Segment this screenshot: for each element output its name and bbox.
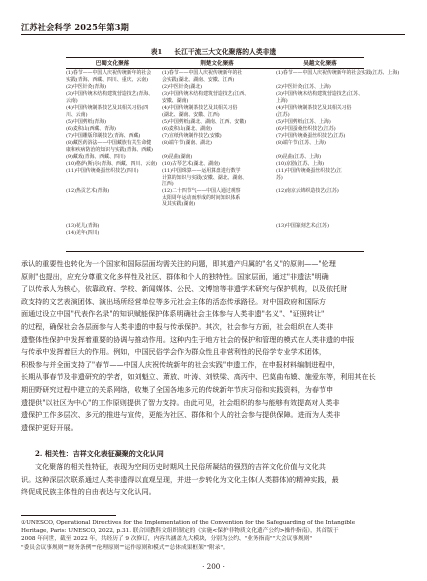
table-cell-line: (湖北、湖南、安徽、江西) (162, 111, 220, 118)
text-line: 与传承中发挥着巨大的作用。例如，中国民俗学会作为群众性且非营利性的民俗学专业学术团体， (21, 347, 327, 357)
table-title-text: 长江干流三大文化聚落的人类非遗 (174, 48, 277, 56)
table-header-rule (66, 68, 364, 69)
table-cell (276, 188, 364, 195)
table-cell-line: (8)藏医药浴法——中国藏族有关生命健 (66, 140, 152, 146)
table-cell (162, 105, 274, 118)
text-line: 遗整体性保护中发挥着重要的协调与推动作用。这种内生于地方社会的保护和管理的模式在人类非遗的申报 (21, 334, 355, 344)
table-cell-line: (12)热贡艺术(青海) (66, 188, 110, 194)
table-cell-line: (5)中国剪纸(江苏、上海) (276, 119, 331, 125)
header-rule (21, 34, 405, 35)
table-cell (276, 70, 400, 77)
text-line: 了以传承人为核心，依靠政府、学校、新闻媒体、公民、文博馆等非遗学术研究与保护机构，以及依托财 (21, 284, 348, 294)
table-cell-line: 实践(青海、西藏、四川、重庆、云南) (66, 76, 149, 83)
text-line: 积极参与并全面支持了"春节——中国人庆祝传统新年的社会实践"申遗工作，在申报材料编制进程中， (21, 359, 340, 369)
table-cell-line: 川、云南) (66, 111, 88, 118)
table-cell (162, 84, 274, 91)
table-cell-line: (4)中国传统制茶技艺及其相关习俗(四 (66, 105, 149, 111)
table-cell-line: (7)中国传统桑蚕丝织技艺(江苏) (276, 133, 346, 139)
table-cell-line: (江苏) (276, 111, 290, 118)
table-cell-line: (7)宣纸传统制作技艺(安徽) (162, 133, 222, 139)
table-cell-line: (10)古琴艺术(湖北、湖南) (162, 161, 220, 167)
text-line: "委员会议事规则""财务条例""伦理原则""运作原则和模式""总体成果框架""附录"。 (21, 544, 229, 551)
text-line: 承认的重要性也转化为一个国家和国际层面均需关注的问题，即其遗产归属的"名义"的原则——"伦理 (21, 259, 336, 268)
table-number: 表1 (150, 48, 163, 56)
table-cell-line: (2)中医针灸(湖北) (162, 84, 203, 90)
table-cell-line: (3)中国传统木结构建筑营造技艺(江西、 (162, 91, 250, 97)
table-cell-line: (1)春节——中国人庆祝传统新年的社会实践(江苏、上海) (276, 70, 400, 76)
table-cell-line: (1)春节——中国人庆祝传统新年的社会 (66, 70, 152, 76)
table-cell-line: (11)中国传统桑蚕丝织技艺(四川) (66, 168, 139, 174)
table-cell-line: (2)中医针灸(青海) (66, 84, 107, 90)
table-cell (276, 119, 364, 126)
text-line: 的过程，确保社会各层面参与人类非遗的申报与传承保护。其次，社会参与方面，社会组织在人类非 (21, 321, 334, 331)
table-cell-line: (3)中国传统木结构建筑营造技艺(青海、 (66, 91, 154, 97)
table-cell-line: (11)中国传统桑蚕丝织技艺(江 (276, 168, 342, 174)
section-heading: 2. 相关性：吉祥文化表征凝聚的文化认同 (35, 449, 164, 458)
table-cell (276, 133, 364, 140)
table-cell-line: (4)中国传统制茶技艺及其相关习俗 (162, 105, 238, 111)
text-line: 政支持的文艺表演团体、演出场所经营单位等多元社会主体的活态传承路径。对中国政府和国际方 (21, 296, 327, 306)
text-line: 遗保护更好开展。 (21, 422, 78, 432)
table-cell-line: 太阳周年运动而形成的时间知识体系 (162, 194, 241, 201)
text-line: ①UNESCO, Operational Directives for the Implementation of the Convention for the Safeguarding of the Intangible (21, 520, 356, 526)
table-cell (276, 140, 364, 147)
table-cell-line: (3)中国传统木结构建筑营造技艺(江苏、 (276, 91, 364, 97)
text-line: 期田野研究过程中建立的关系网络，收集了全国各地多元的传统新年节庆习俗和实践资料，为春节申 (21, 384, 334, 394)
table-cell (162, 133, 274, 140)
table-cell (66, 140, 160, 153)
table-cell-line: 及其实践(湖南) (162, 201, 196, 208)
table-cell (162, 119, 274, 126)
table-cell-line: 云南) (66, 97, 78, 104)
table-cell-line: (8)端午节(湖南、湖北) (162, 140, 212, 146)
table-cell-line: (10)京剧(江苏、上海) (276, 161, 325, 167)
table-cell-line: (14)羌年(四川) (66, 230, 100, 236)
table-cell (162, 154, 274, 161)
body-paragraph-1 (21, 258, 407, 434)
table-cell (66, 223, 160, 230)
text-line: 终促成民族主体性的自由表达与文化认同。 (21, 487, 156, 497)
table-cell (66, 161, 160, 168)
table-cell-line: (8)端午节(江苏、上海) (276, 140, 326, 146)
table-cell-line: (7)中国雕版印刷技艺(青海、西藏) (66, 133, 141, 139)
table-cell-line: (13)花儿(青海) (66, 223, 100, 229)
table-cell-line: (10)格萨(斯)尔(青海、西藏、四川、云南) (66, 161, 158, 167)
table-cell (66, 168, 160, 175)
text-line: 原则"也提出，应充分尊重文化多样性及社区、群体和个人的独特性。国家层面，通过"非遗法"明确 (21, 271, 329, 281)
table-title (0, 46, 427, 56)
table-cell-line: 苏) (276, 174, 283, 181)
page-number: · 200 · (202, 562, 225, 571)
table-cell (66, 84, 160, 91)
table-cell (162, 140, 274, 147)
table-cell (162, 188, 274, 208)
table-cell-line: (5)中国剪纸(湖北、湖南、江西、安徽) (162, 119, 247, 125)
journal-header: 江苏社会科学 2025年第3期 (21, 22, 130, 32)
table-cell (276, 161, 364, 168)
table-cell-line: (11)中国珠算——运用算盘进行数学 (162, 168, 241, 174)
table-cell (162, 126, 274, 133)
text-line: 遗提供"以社区为中心"的工作原则提供了智力支持。由此可见，社会组织的参与能够有效提高对人类非 (21, 397, 340, 407)
table-cell-line: 安徽、湖南) (162, 97, 189, 104)
text-line: 遗保护工作多层次、多元的推进与宣传，更能为社区、群体和个人的社会参与提供保障。进而为人类非 (21, 410, 341, 420)
table-cell (66, 230, 160, 237)
body-paragraph-2 (21, 461, 407, 499)
table-cell-line: (12)南京云锦织造技艺(江苏) (276, 188, 339, 194)
text-line: 文化聚落的相关性特征，表现为空间历史时期风土民俗所凝结的强烈的吉祥文化价值与文化共 (35, 462, 326, 471)
table-cell (66, 133, 160, 140)
column-header-wuyue: 吴越文化聚落 (303, 61, 337, 67)
table-cell (66, 126, 160, 133)
table-cell-line: (9)昆曲(江苏、上海) (276, 154, 321, 160)
table-cell (66, 154, 160, 161)
table-cell (276, 84, 364, 91)
table-cell-line: (6)麦积山(湖北、湖南) (162, 126, 212, 132)
table-cell (276, 154, 364, 161)
heritage-table (66, 57, 400, 252)
table-cell (66, 119, 160, 126)
table-cell (66, 91, 160, 104)
table-cell-line: 江西) (162, 181, 174, 188)
text-line: Heritage, Paris: UNESCO, 2022, p.31. 联合国教科文组织制定的《实施<保护非物质文化遗产公约>操作指南》，其首版于 (21, 528, 339, 535)
table-cell-line: (2)中医针灸(江苏、上海) (276, 84, 331, 90)
table-cell-line: 计算的知识与实践(安徽、湖北、湖南、 (162, 174, 248, 181)
table-cell (66, 188, 160, 195)
table-cell (276, 105, 364, 118)
column-header-bashu: 巴蜀文化聚落 (95, 61, 130, 67)
table-cell-line: (5)中国剪纸(青海) (66, 119, 107, 125)
footnote-rule (21, 515, 116, 516)
table-cell (162, 91, 274, 104)
table-cell-line: (13)中国篆刻艺术(江苏) (276, 223, 329, 229)
table-cell-line: 会实践(湖北、湖南、安徽、江西) (162, 76, 235, 83)
footnote (21, 519, 407, 552)
table-top-rule (66, 57, 364, 58)
table-cell-line: (4)中国传统制茶技艺及其相关习俗 (276, 105, 352, 111)
text-line: 面通过设立中国"代表作名录"的知识赋能保护体系明确社会主体参与人类非遗"名义"、"证照转让" (21, 309, 325, 319)
table-cell-line: 上海) (276, 97, 288, 104)
table-cell-line: (12)二十四节气——中国人通过观察 (162, 188, 241, 194)
table-cell (276, 223, 364, 230)
table-cell-line: 康和疾病防治的知识与实践(青海、西藏) (66, 146, 153, 153)
table-cell (66, 70, 160, 83)
table-cell-line: (1)春节——中国人庆祝传统新年的社 (162, 70, 243, 76)
table-cell (276, 126, 364, 133)
text-line: 识。这种深层次联系通过人类非遗得以直观呈现，并进一步转化为文化主体(人类群体)的精神实践，最 (21, 474, 339, 484)
table-cell (162, 70, 274, 83)
table-cell-line: (6)麦积山(西藏、青海) (66, 126, 116, 132)
table-cell-line: (6)中国蚕桑丝织技艺(江苏) (276, 126, 336, 132)
table-bottom-rule (66, 251, 364, 252)
column-header-jingchu: 荆楚文化聚落 (200, 61, 234, 67)
table-cell-line: (9)藏戏(青海、西藏、四川) (66, 154, 126, 160)
table-cell (66, 105, 160, 118)
table-cell (162, 161, 274, 168)
table-cell (162, 168, 274, 188)
text-line: 2008 年问世，截至 2022 年，共经历了 9 次修订，内容共涵盖九大模块，分别为公约、"业务指南""大会议事规则" (21, 536, 312, 543)
text-line: 长期从事春节及非遗研究的学者，如刘魁立、萧放、叶涛、刘铁梁、高丙中、巴莫曲布嫫、施爱东等，利用其在长 (21, 372, 376, 382)
table-cell (276, 91, 364, 104)
table-cell-line: (9)昆曲(湖南) (162, 154, 193, 160)
table-cell (276, 168, 364, 181)
